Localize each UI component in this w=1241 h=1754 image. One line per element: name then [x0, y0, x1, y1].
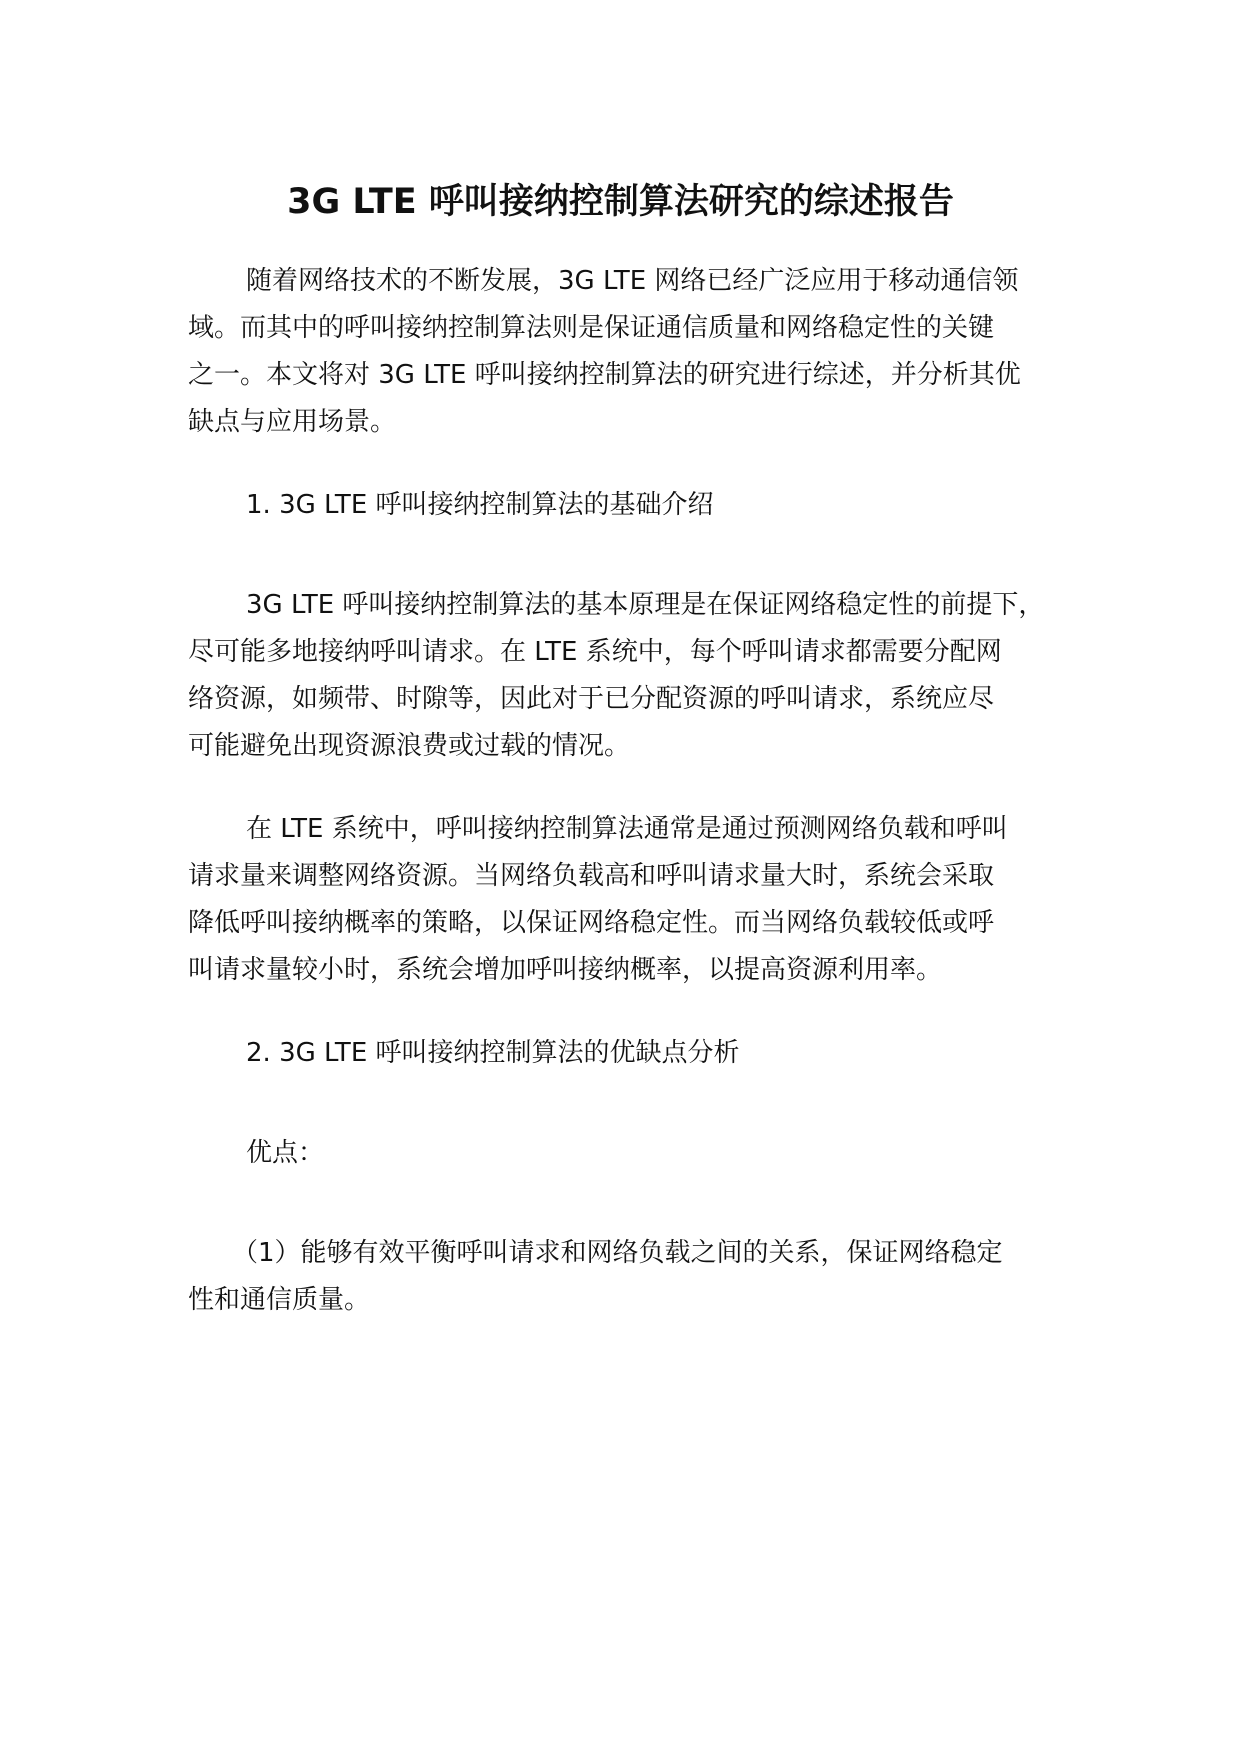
- paragraph-line: 3G LTE 呼叫接纳控制算法的基本原理是在保证网络稳定性的前提下，: [246, 590, 1045, 620]
- paragraph-line: 之一。本文将对 3G LTE 呼叫接纳控制算法的研究进行综述，并分析其优: [188, 360, 1021, 390]
- paragraph-line: 尽可能多地接纳呼叫请求。在 LTE 系统中，每个呼叫请求都需要分配网: [188, 637, 1002, 667]
- principle-paragraph: [188, 582, 1088, 770]
- document-title: 3G LTE 呼叫接纳控制算法研究的综述报告: [287, 182, 954, 222]
- paragraph-line: 性和通信质量。: [188, 1285, 371, 1315]
- paragraph-line: （1）能够有效平衡呼叫请求和网络负载之间的关系，保证网络稳定: [232, 1238, 1003, 1268]
- paragraph-line: 域。而其中的呼叫接纳控制算法则是保证通信质量和网络稳定性的关键: [188, 313, 995, 343]
- paragraph-line: 络资源，如频带、时隙等，因此对于已分配资源的呼叫请求，系统应尽: [188, 684, 995, 714]
- paragraph-line: 随着网络技术的不断发展，3G LTE 网络已经广泛应用于移动通信领: [246, 266, 1019, 296]
- heading-text: 1. 3G LTE 呼叫接纳控制算法的基础介绍: [246, 490, 714, 520]
- paragraph-line: 请求量来调整网络资源。当网络负载高和呼叫请求量大时，系统会采取: [188, 861, 995, 891]
- advantage-1-paragraph: [188, 1230, 1088, 1324]
- intro-paragraph: [188, 258, 1088, 446]
- advantages-label: [188, 1130, 1088, 1177]
- paragraph-line: 缺点与应用场景。: [188, 407, 397, 437]
- heading-text: 2. 3G LTE 呼叫接纳控制算法的优缺点分析: [246, 1038, 740, 1068]
- paragraph-line: 降低呼叫接纳概率的策略，以保证网络稳定性。而当网络负载较低或呼: [188, 908, 995, 938]
- paragraph-line: 叫请求量较小时，系统会增加呼叫接纳概率，以提高资源利用率。: [188, 955, 943, 985]
- section-2-heading: [188, 1030, 1088, 1077]
- paragraph-line: 在 LTE 系统中，呼叫接纳控制算法通常是通过预测网络负载和呼叫: [246, 814, 1008, 844]
- section-1-heading: [188, 482, 1088, 529]
- prediction-paragraph: [188, 806, 1088, 994]
- paragraph-line: 可能避免出现资源浪费或过载的情况。: [188, 731, 631, 761]
- label-text: 优点：: [246, 1138, 325, 1168]
